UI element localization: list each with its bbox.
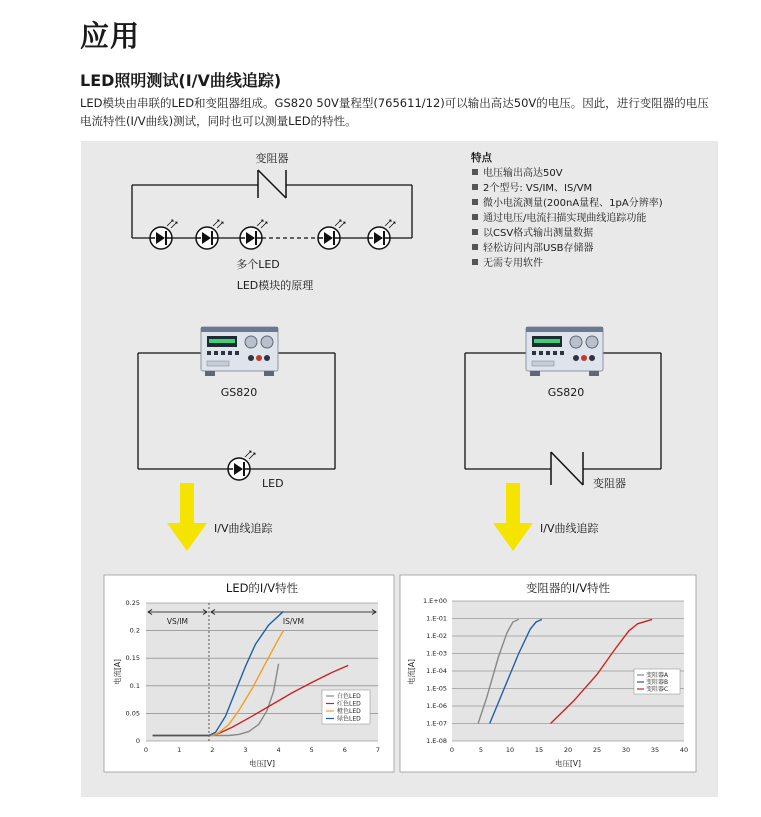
y-tick-label: 0 (135, 737, 140, 745)
legend-label: 橙色LED (337, 708, 361, 715)
led-icon (240, 220, 267, 249)
legend-label: 绿色LED (337, 715, 361, 723)
y-axis-label: 电流[A] (407, 659, 416, 685)
y-tick-label: 1.E-06 (426, 702, 447, 710)
chart-title: LED的I/V特性 (225, 581, 299, 595)
led-icon (318, 220, 345, 249)
intro-paragraph: LED模块由串联的LED和变阻器组成。GS820 50V量程型(765611/12)可以输出高达50V的电压。因此，进行变阻器的电压电流特性(I/V曲线)测试，同时也可以测量LED的特性。 (80, 96, 709, 128)
page-title: 应用 (80, 19, 141, 53)
x-tick-label: 20 (563, 746, 573, 754)
x-tick-label: 6 (342, 746, 347, 754)
legend-label: 变阻器A (646, 672, 669, 679)
region-label: VS/IM (166, 617, 189, 626)
legend-label: 白色LED (337, 693, 361, 700)
feature-item: 轻松访问内部USB存储器 (483, 243, 594, 254)
x-tick-label: 15 (534, 746, 544, 754)
legend-label: 变阻器C (646, 686, 669, 693)
x-tick-label: 10 (505, 746, 515, 754)
x-tick-label: 3 (243, 746, 248, 754)
led-icon (196, 220, 223, 249)
region-label: IS/VM (282, 617, 305, 626)
led-iv-chart (112, 581, 380, 768)
x-axis-label: 电压[V] (555, 759, 581, 768)
y-tick-label: 1.E-01 (426, 614, 447, 623)
module-caption: LED模块的原理 (236, 279, 314, 292)
y-tick-label: 1.E-05 (426, 684, 447, 693)
x-tick-label: 0 (449, 746, 455, 754)
x-tick-label: 40 (679, 746, 689, 754)
leds-label: 多个LED (236, 258, 280, 271)
rheostat-symbol (258, 170, 286, 198)
feature-item: 微小电流测量(200nA量程、1pA分辨率) (483, 198, 663, 209)
y-tick-label: 0.25 (125, 599, 140, 607)
gs820-device-icon (201, 327, 278, 376)
x-tick-label: 7 (375, 746, 381, 754)
x-tick-label: 1 (177, 746, 182, 754)
y-tick-label: 0.05 (125, 709, 140, 718)
features-title: 特点 (471, 152, 492, 164)
rheostat-label-2: 变阻器 (593, 477, 626, 490)
feature-item: 2个型号: VS/IM、IS/VM (483, 183, 593, 194)
feature-item: 无需专用软件 (483, 258, 543, 269)
feature-item: 通过电压/电流扫描实现曲线追踪功能 (483, 213, 647, 224)
section-heading: LED照明测试(I/V曲线追踪) (80, 71, 282, 90)
led-module-circuit (132, 170, 412, 249)
y-tick-label: 1.E-07 (426, 719, 447, 728)
y-axis-label: 电流[A] (113, 659, 122, 685)
y-tick-label: 0.2 (129, 626, 140, 635)
led-label: LED (262, 477, 284, 490)
x-axis-label: 电压[V] (249, 759, 275, 768)
y-tick-label: 1.E-08 (426, 737, 447, 745)
x-tick-label: 5 (478, 746, 484, 754)
y-tick-label: 1.E-04 (426, 667, 447, 675)
y-tick-label: 1.E-02 (426, 632, 447, 640)
y-tick-label: 0.15 (125, 654, 140, 663)
legend-label: 红色LED (337, 700, 361, 708)
left-device-label: GS820 (220, 386, 258, 399)
x-tick-label: 0 (143, 746, 149, 754)
x-tick-label: 5 (309, 746, 314, 754)
led-icon (368, 220, 395, 249)
arrow-label-left: I/V曲线追踪 (214, 522, 273, 535)
x-tick-label: 35 (650, 746, 660, 754)
led-icon (228, 451, 255, 480)
rheostat-label: 变阻器 (255, 152, 289, 165)
feature-item: 以CSV格式输出测量数据 (483, 228, 594, 239)
x-tick-label: 4 (276, 746, 281, 754)
chart-title: 变阻器的I/V特性 (525, 581, 611, 595)
arrow-label-right: I/V曲线追踪 (540, 522, 599, 535)
legend-label: 变阻器B (646, 679, 669, 686)
y-tick-label: 1.E+00 (422, 597, 447, 605)
gs820-device-icon (526, 327, 603, 376)
x-tick-label: 2 (210, 746, 215, 754)
right-device-label: GS820 (547, 386, 585, 399)
y-tick-label: 1.E-03 (426, 649, 447, 658)
rheostat-symbol (551, 452, 583, 485)
features-list (472, 166, 663, 269)
feature-item: 电压输出高达50V (483, 168, 563, 179)
down-arrow-icon (493, 483, 533, 551)
led-icon (150, 220, 177, 249)
x-tick-label: 30 (621, 746, 631, 754)
led-test-circuit (138, 327, 335, 480)
x-tick-label: 25 (592, 746, 602, 754)
rheostat-test-circuit (465, 327, 661, 485)
y-tick-label: 0.1 (129, 681, 140, 690)
down-arrow-icon (167, 483, 207, 551)
